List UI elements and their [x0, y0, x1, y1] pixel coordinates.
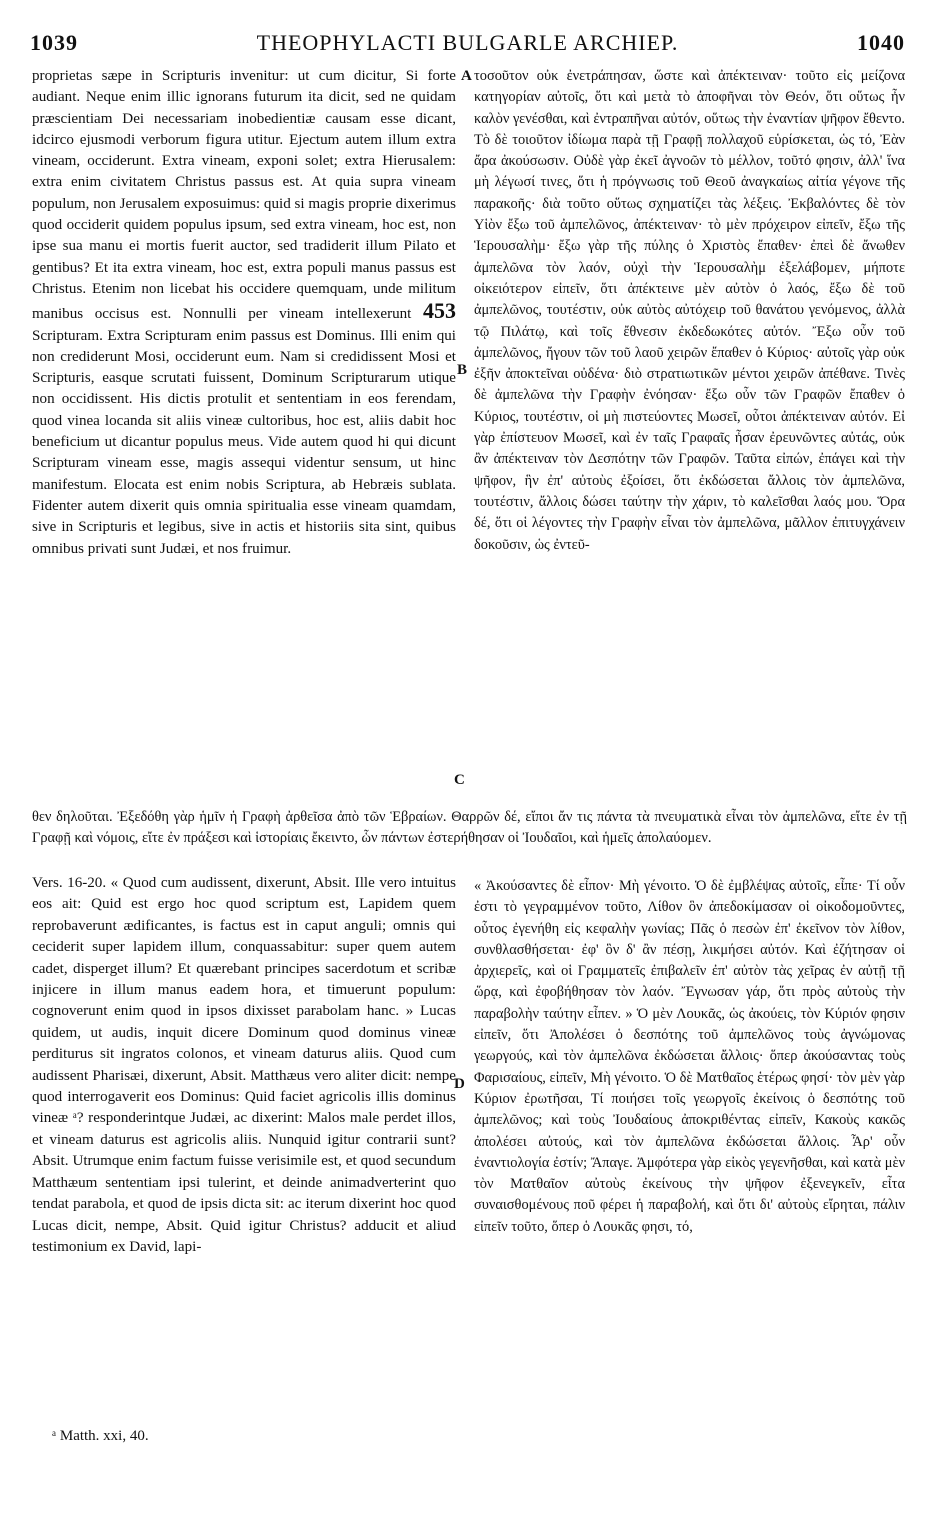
left-column-number: 1039	[30, 30, 78, 55]
greek-column-top	[474, 66, 905, 556]
latin-text-part-1: proprietas sæpe in Scripturis invenitur: ut cum dicitur, Si forte audiant. Neque enim illic ignorans futurum ita dicit, sed ne quidam præscientiam Dei necessariam inobedientiæ causam esse dicant, idcirco ejusmodi verborum figura utitur. Ejectum autem illum extra vineam, occiderunt. Extra vineam, exponi solet; extra Hierusalem: extra enim civitatem Christus passus est. At quia supra vineam populum, non Jerusalem exposuimus: quid si magis proprie dixerimus quod occiderit quidem populus ipsum, sed extra vineam, hoc est, non ipse sua manu ei mortis fuerit auctor, sed tradiderit illum Pilato et gentibus? Et ita extra vineam, hoc est, extra populi manus passus est Christus. Etenim non licebat his occidere quemquam, unde militum manibus occisus est. Nonnulli per vineam intellexerunt	[32, 68, 456, 323]
greek-paragraph: τοσοῦτον οὐκ ἐνετράπησαν, ὥστε καὶ ἀπέκτειναν· τοῦτο εἰς μείζονα κατηγορίαν αὐτοῖς, ὅτι καὶ μετὰ τὸ ἀποφῆναι τὸν Θεόν, ὅτι οὕτως ἦν καλὸν γενέσθαι, καὶ ἐντραπῆναι αὐτόν, οὕτως τὴν ἐναντίαν ψῆφον ἔθεντο. Τὸ δὲ τοιοῦτον ἰδίωμα παρὰ τῇ Γραφῇ πολλαχοῦ εὑρίσκεται, ὡς τό, Ἐὰν ἄρα ἀκούσωσιν. Οὐδὲ γὰρ ἐκεῖ ἀγνοῶν τὸ μέλλον, τοῦτό φησιν, ἀλλ' ἵνα μὴ λέγωσί τινες, ὅτι ἡ πρόγνωσις τοῦ Θεοῦ ἀναγκαίως αἰτία γέγονε τῆς παρακοῆς· διὰ τοῦτο οὕτως σχηματίζει τὰς λέξεις. Ἐκβαλόντες δὲ τὸν Υἱὸν ἔξω τοῦ ἀμπελῶνος, ἀπέκτειναν· τὸ μὲν πρόχειρον εἰπεῖν, ἔξω τῆς Ἱερουσαλὴμ· ἔξω γὰρ τῆς πύλης ὁ Χριστὸς ἔπαθεν· ἐπεὶ δὲ ἄνωθεν ἀμπελῶνα τὸν λαόν, οὐχὶ τὴν Ἱερουσαλὴμ ἐξελάβομεν, μήποτε οἰκειότερον εἰπεῖν, ὅτι ἀπέκτεινε μὲν αὐτὸν ὁ λαός, ἔξω δὲ τοῦ ἀμπελῶνος, τουτέστιν, οὐκ αὐτὸς αὐτόχειρ τοῦ θανάτου γενόμενος, ἀλλὰ τῷ Πιλάτῳ, καὶ τοῖς ἔθνεσιν ἐκδεδωκότες αὐτόν. Ἔξω οὖν τοῦ ἀμπελῶνος, ἤγουν τῶν τοῦ λαοῦ χειρῶν ἔπαθεν ὁ Κύριος· αὐτοῖς γὰρ οὐκ ἐξῆν ἀποκτεῖναι οὐδένα· διὸ στρατιωτικῶν μέντοι χειρῶν ἀπέθανε. Τινὲς δὲ ἀμπελῶνα τὴν Γραφὴν ἐνόησαν· ἔξω οὖν τῶν Γραφῶν ἔπαθεν ὁ Κύριος, τουτέστιν, οἱ μὴ πιστεύοντες Μωσεῖ, οὗτοι ἀπέκτειναν αὐτόν. Εἰ γὰρ ἐπίστευον Μωσεῖ, καὶ ἐν ταῖς Γραφαῖς ἦσαν ἐρευνῶντες αὐτάς, οὐκ ἂν ἀπέκτειναν τὸν Δεσπότην τῶν Γραφῶν. Ταῦτα εἰπών, ἐπάγει καὶ τὴν ψῆφον, ἣν ἐπ' αὐτοὺς ἐξοίσει, ὅτι ἐκδώσεται ἄλλοις τὸν ἀμπελῶνα, τουτέστιν, ἄλλοις δώσει ταύτην τὴν χάριν, τὸ καλεῖσθαι λαός μου. Ὅρα δέ, ὅτι οἱ λέγοντες τὴν Γραφὴν εἶναι τὸν ἀμπελῶνα, μᾶλλον ἐπιτυγχάνειν δοκοῦσιν, ὡς ἐντεῦ-	[474, 68, 905, 553]
section-marker-c: C	[454, 772, 465, 788]
latin-text-part-2: Scripturam. Extra Scripturam enim passus est Dominus. Illi enim qui non crediderunt Mosi, occiderunt eum. Nam si credidissent Mosi et Scripturis, easque scrutati fuissent, Dominum Scripturarum utique non occidissent. His dictis protulit et sententiam in eos ferendam, quod vinea locanda sit aliis vineæ cultoribus, hoc est, aliis dabit hoc beneficium ut dicantur populus meus. Vide autem quod hi qui dicunt Scripturam vineam esse, magis assequi videntur sensum, ut hinc manifestum. Elocata est enim nobis Scriptura, ab Hebræis sublata. Fidenter autem dixerit quis omnia spiritualia esse vineam quamdam, sive in Scripturis et legibus, sive in actis et historiis sita sint, quibus omnibus privati sunt Judæi, et nos fruimur.	[32, 327, 456, 557]
section-marker-b: B	[457, 362, 468, 378]
latin-verse-paragraph: Vers. 16-20. « Quod cum audissent, dixerunt, Absit. Ille vero intuitus eos ait: Quid est ergo hoc quod scriptum est, Lapidem quem reprobaverunt ædificantes, is factus est in caput anguli; omnis qui ceciderit super lapidem illum, conquassabitur: super quem autem cadet, disperget illum? Et quærebant principes sacerdotum et scribæ injicere in illum manus eadem hora, et timuerunt populum: cognoverunt enim quod in ipsos dixisset parabolam hanc. » Lucas quidem, ut audis, inquit dicere Dominum quod dominus vineæ perditurus sit ingratos colonos, et vineam daturus aliis. Quod cum audissent Pharisæi, dixerunt, Absit. Matthæus vero aliter dicit: nempe quod interrogaverit eos Dominus: Quid faciet agricolis illis dominus vineæ ᵃ? responderintque Judæi, ac dixerint: Malos male perdet illos, et vineam daturus est agricolis aliis. Nunquid igitur contrarii sunt? Absit. Utrumque enim factum fuisse verisimile est, et quod secundum Matthæum sententiam ipsi tulerint, et deinde animadverterint quo tendat parabola, et quod de ipsis dicta sit: ac iterum dixerint hoc quod Lucas dicit, nempe, Absit. Quid igitur Christus? adducit et aliud testimonium ex David, lapi-	[32, 875, 456, 1255]
latin-paragraph	[32, 66, 456, 560]
greek-verse-paragraph: « Ἀκούσαντες δὲ εἶπον· Μὴ γένοιτο. Ὁ δὲ ἐμβλέψας αὐτοῖς, εἶπε· Τί οὖν ἐστι τὸ γεγραμμένον τοῦτο, Λίθον ὃν ἀπεδοκίμασαν οἱ οἰκοδομοῦντες, οὗτος ἐγενήθη εἰς κεφαλὴν γωνίας; Πᾶς ὁ πεσὼν ἐπ' ἐκεῖνον τὸν λίθον, συνθλασθήσεται· ἐφ' ὃν δ' ἂν πέσῃ, λικμήσει αὐτόν. Καὶ ἐζήτησαν οἱ ἀρχιερεῖς, καὶ οἱ Γραμματεῖς ἐπιβαλεῖν ἐπ' αὐτὸν τὰς χεῖρας ἐν αὐτῇ τῇ ὥρᾳ, καὶ ἐφοβήθησαν τὸν λαόν. Ἔγνωσαν γάρ, ὅτι πρὸς αὐτοὺς τὴν παραβολὴν ταύτην εἶπεν. » Ὁ μὲν Λουκᾶς, ὡς ἀκούεις, τὸν Κύριόν φησιν εἰπεῖν, ὅτι Ἀπολέσει ὁ δεσπότης τοῦ ἀμπελῶνος τοὺς ἀγνώμονας γεωργούς, καὶ τὸν ἀμπελῶνα ἐκδώσεται ἄλλοις· ὅπερ ἀκούσαντας τοὺς Φαρισαίους, εἰπεῖν, Μὴ γένοιτο. Ὁ δὲ Ματθαῖος ἑτέρως φησί· τὸν μὲν γὰρ Κύριον ἐρωτῆσαι, Τί ποιήσει τοῖς γεωργοῖς ἐκείνοις ὁ δεσπότης τοῦ ἀμπελῶνος; καὶ τοὺς Ἰουδαίους ἀποκριθέντας εἰπεῖν, Κακοὺς κακῶς ἀπολέσει αὐτούς, καὶ τὸν ἀμπελῶνα ἐκδώσεται ἄλλοις. Ἆρ' οὖν ἐναντιολογία ἐστίν; Ἄπαγε. Ἀμφότερα γὰρ εἰκὸς γεγενῆσθαι, καὶ κατὰ μὲν τὸν Ματθαῖον αὐτοὺς ἐκείνους τὴν ψῆφον ἐξενεγκεῖν, εἶτα συναισθομένους ποῦ φέρει ἡ παραβολή, καὶ ὅτι δι' αὐτοὺς εἴρηται, πάλιν εἰπεῖν τοῦτο, ὅπερ ὁ Λουκᾶς φησι, τό,	[474, 878, 905, 1235]
migne-column-number: 453	[423, 298, 456, 324]
latin-column-bottom	[32, 873, 456, 1258]
page-header	[30, 30, 905, 56]
section-marker-d: D	[454, 1076, 465, 1092]
right-column-number: 1040	[857, 30, 905, 55]
footnote: ᵃ Matth. xxi, 40.	[52, 1428, 149, 1444]
section-marker-a: A	[461, 68, 472, 84]
greek-full-width-text: θεν δηλοῦται. Ἐξεδόθη γὰρ ἡμῖν ἡ Γραφὴ ἀρθεῖσα ἀπὸ τῶν Ἑβραίων. Θαρρῶν δέ, εἴποι ἄν τις πάντα τὰ πνευματικὰ εἶναι τὸν ἀμπελῶνα, εἴτε ἐν τῇ Γραφῇ καὶ νόμοις, εἴτε ἐν πράξεσι καὶ ἱστορίαις ἔκειντο, ὧν πάντων ἐστερήθησαν οἱ Ἰουδαῖοι, καὶ ἡμεῖς ἀπολαύομεν.	[32, 809, 907, 847]
latin-column-top	[32, 66, 456, 560]
running-title: THEOPHYLACTI BULGARLE ARCHIEP.	[256, 30, 679, 55]
greek-column-bottom	[474, 876, 905, 1238]
